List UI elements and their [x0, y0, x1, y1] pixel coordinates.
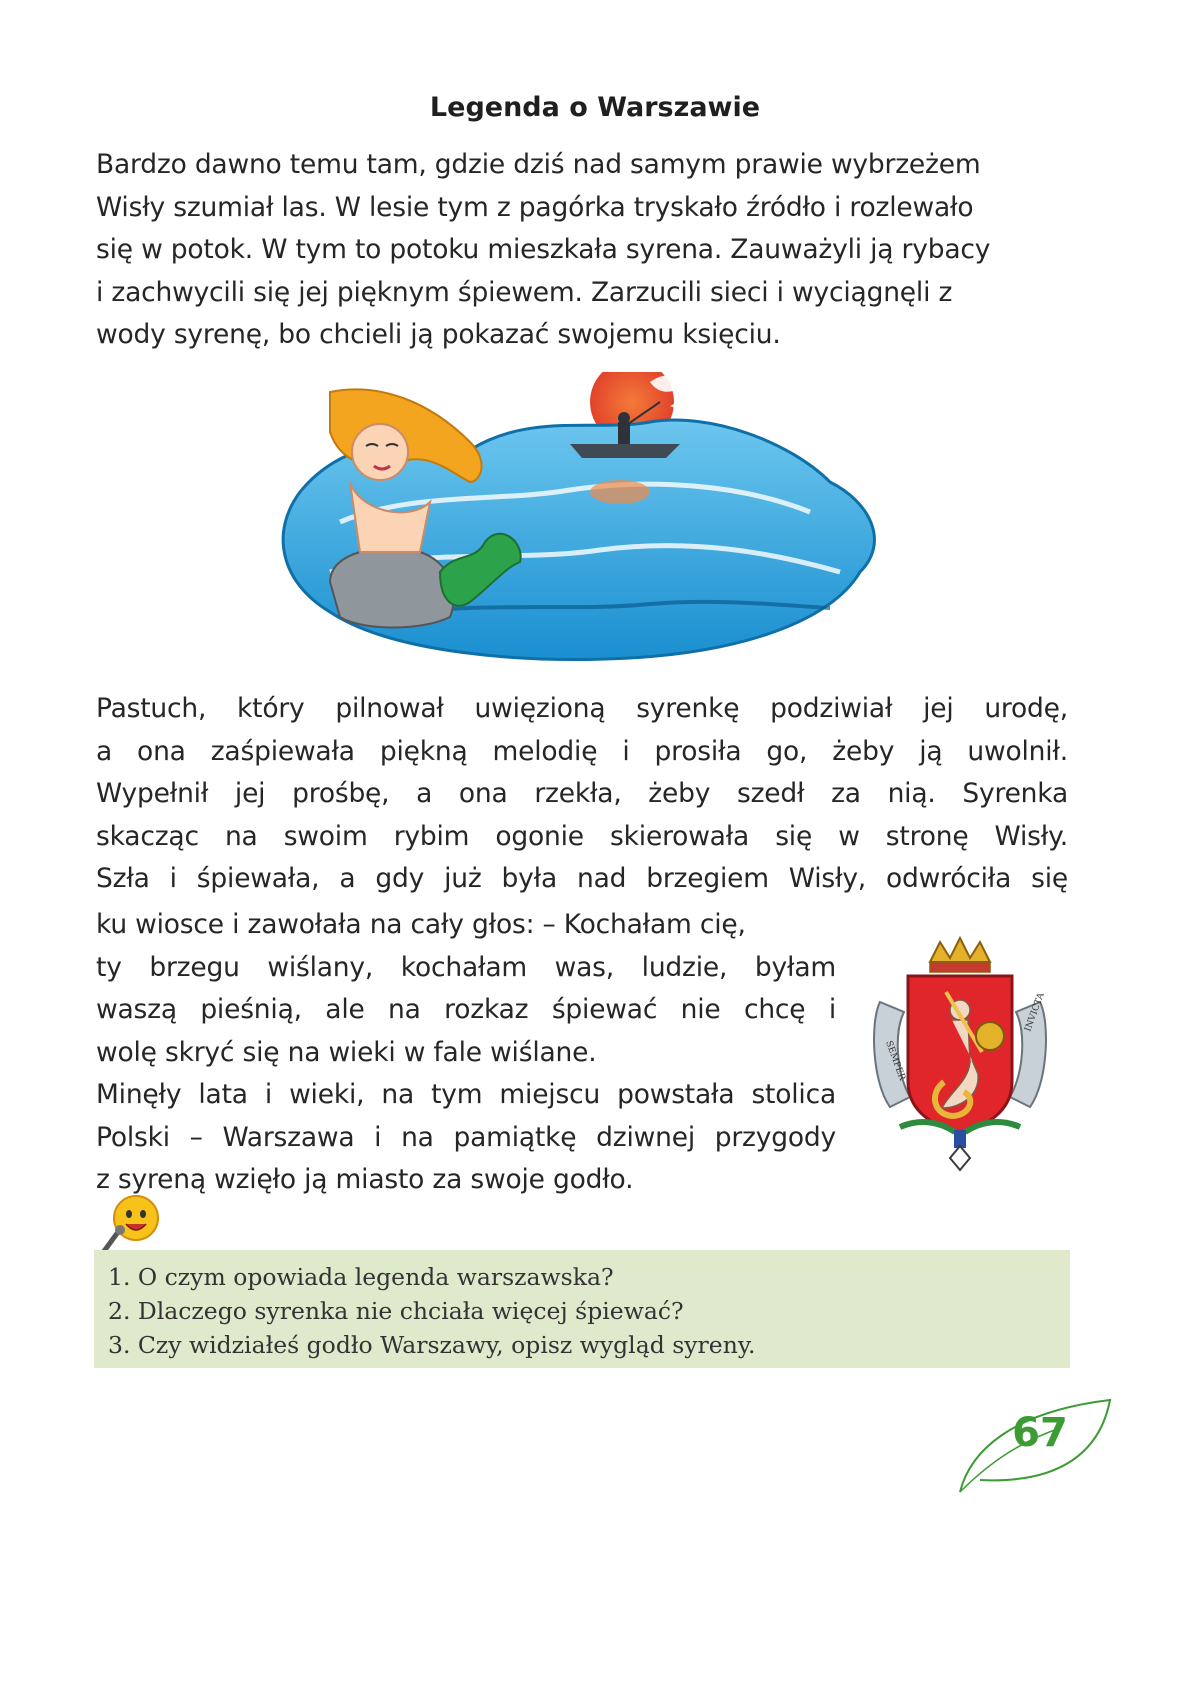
motto-left: SEMPER	[883, 1039, 907, 1082]
siren-shield	[976, 1022, 1004, 1050]
page-number: 67	[1012, 1410, 1068, 1456]
question-item: 2. Dlaczego syrenka nie chciała więcej śpiewać?	[108, 1297, 684, 1325]
text-line: waszą pieśnią, ale na rozkaz śpiewać nie chcę i	[96, 994, 836, 1025]
text-line: i zachwycili się jej pięknym śpiewem. Zarzucili sieci i wyciągnęli z	[96, 276, 953, 308]
virtuti-militari-cross	[950, 1146, 970, 1170]
text-line: ku wiosce i zawołała na cały głos: – Kochałam cię,	[96, 909, 746, 940]
questions-list	[94, 1250, 1070, 1362]
question-item: 3. Czy widziałeś godło Warszawy, opisz wygląd syreny.	[108, 1331, 756, 1359]
text-line: Wypełnił jej prośbę, a ona rzekła, żeby szedł za nią. Syrenka	[96, 778, 1068, 809]
text-line: Polski – Warszawa i na pamiątkę dziwnej przygody	[96, 1121, 836, 1153]
questions-box	[94, 1250, 1070, 1368]
fishing-boat	[570, 444, 680, 458]
text-line: ty brzegu wiślany, kochałam was, ludzie, byłam	[96, 951, 836, 983]
mermaid-face	[352, 424, 408, 480]
text-line: wolę skryć się na wieki w fale wiślane.	[96, 1036, 597, 1068]
question-item: 1. O czym opowiada legenda warszawska?	[108, 1263, 614, 1291]
text-line: Pastuch, który pilnował uwięzioną syrenkę podziwiał jej urodę,	[96, 693, 1068, 724]
text-line: a ona zaśpiewała piękną melodię i prosiła go, żeby ją uwolnił.	[96, 735, 1068, 767]
text-line: Wisły szumiał las. W lesie tym z pagórka tryskało źródło i rozlewało	[96, 191, 974, 223]
text-line: się w potok. W tym to potoku mieszkała syrena. Zauważyli ją rybacy	[96, 234, 991, 265]
paragraph-ending	[96, 904, 836, 1202]
text-line: z syreną wzięło ją miasto za swoje godło.	[96, 1164, 634, 1195]
crown	[930, 938, 990, 962]
page-title: Legenda o Warszawie	[429, 92, 761, 123]
mermaid-illustration	[270, 372, 910, 672]
text-line: Bardzo dawno temu tam, gdzie dziś nad samym prawie wybrzeżem	[96, 149, 981, 180]
rock	[330, 548, 454, 627]
text-line: Szła i śpiewała, a gdy już była nad brzegiem Wisły, odwróciła się	[96, 863, 1068, 894]
text-line: skacząc na swoim rybim ogonie skierowała się w stronę Wisły.	[96, 820, 1068, 852]
text-line: Minęły lata i wieki, na tym miejscu powstała stolica	[96, 1079, 836, 1110]
paragraph-shepherd	[96, 688, 1068, 901]
warsaw-coat-of-arms	[860, 932, 1060, 1182]
paragraph-intro	[96, 144, 1068, 357]
text-line: wody syrenę, bo chcieli ją pokazać swojemu księciu.	[96, 319, 781, 350]
motto-right: INVICTA	[1023, 991, 1047, 1034]
